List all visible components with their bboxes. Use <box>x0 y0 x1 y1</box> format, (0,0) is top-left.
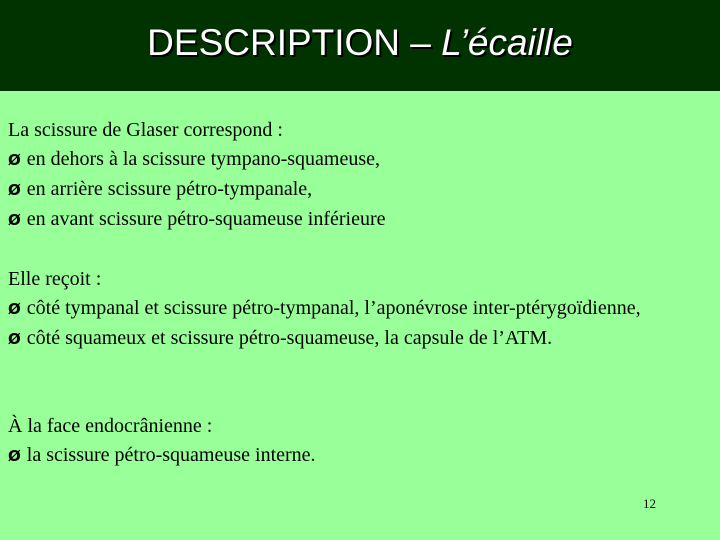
bullet-arrow-icon: Ø <box>8 181 21 199</box>
list-item <box>8 145 712 175</box>
page-number: 12 <box>643 496 656 511</box>
slide-header <box>0 0 720 91</box>
section-glaser <box>8 116 712 235</box>
title-main: DESCRIPTION – <box>147 22 442 63</box>
slide-title <box>0 22 720 64</box>
list-item <box>8 294 712 324</box>
list-item-text: en arrière scissure pétro-tympanale, <box>26 178 313 200</box>
section-lead: Elle reçoit : <box>8 268 102 290</box>
bullet-arrow-icon: Ø <box>8 211 21 229</box>
list-item <box>8 441 712 471</box>
list-item-text: la scissure pétro-squameuse interne. <box>26 444 316 466</box>
title-italic: L’écaille <box>441 22 573 63</box>
list-item <box>8 324 712 354</box>
list-item-text: côté tympanal et scissure pétro-tympanal, l’aponévrose inter-ptérygoïdienne, <box>26 297 641 319</box>
bullet-arrow-icon: Ø <box>8 330 21 348</box>
bullet-arrow-icon: Ø <box>8 151 21 169</box>
list-item <box>8 175 712 205</box>
list-item <box>8 205 712 235</box>
bullet-arrow-icon: Ø <box>8 447 21 465</box>
list-item-text: côté squameux et scissure pétro-squameuse, la capsule de l’ATM. <box>26 327 553 349</box>
section-endocranienne <box>8 412 712 471</box>
section-lead: La scissure de Glaser correspond : <box>8 119 283 141</box>
list-item-text: en dehors à la scissure tympano-squameuse, <box>26 148 380 170</box>
list-item-text: en avant scissure pétro-squameuse inférieure <box>26 208 386 230</box>
section-lead: À la face endocrânienne : <box>8 415 213 437</box>
slide-content <box>8 116 712 471</box>
bullet-arrow-icon: Ø <box>8 300 21 318</box>
section-recoit <box>8 265 712 354</box>
